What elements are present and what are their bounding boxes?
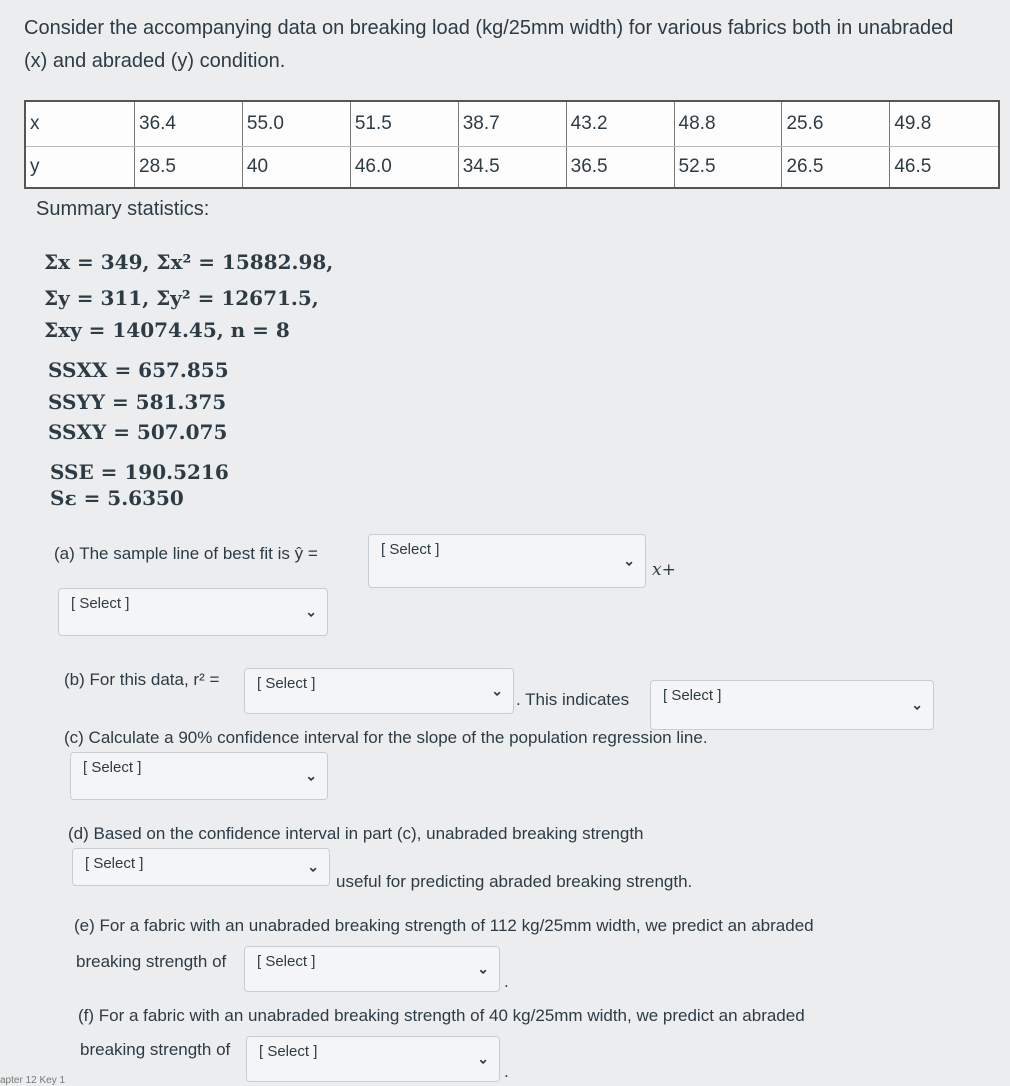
question-e-text: (e) For a fabric with an unabraded breaking strength of 112 kg/25mm width, we predict an abraded [74,916,814,935]
table-cell: 52.5 [674,147,782,189]
select-placeholder: [ Select ] [381,541,440,558]
select-placeholder: [ Select ] [259,1043,318,1060]
question-e-period: . [504,972,509,991]
stat-ssxy: SSXY = 507.075 [48,420,228,444]
question-f-text: (f) For a fabric with an unabraded breaking strength of 40 kg/25mm width, we predict an abraded [78,1006,805,1025]
question-d-suffix: useful for predicting abraded breaking strength. [336,872,693,891]
chevron-down-icon: ⌄ [305,767,317,784]
footer-text: apter 12 Key 1 [0,1075,66,1086]
chevron-down-icon: ⌄ [477,960,489,977]
question-f-text2: breaking strength of [80,1040,231,1059]
select-a-intercept[interactable] [58,588,328,636]
chevron-down-icon: ⌄ [911,696,923,713]
table-cell: 49.8 [890,101,999,147]
select-c-interval[interactable] [70,752,328,800]
stat-line-2: Σy = 311, Σy² = 12671.5, [44,286,319,310]
table-cell: 40 [242,147,350,189]
table-row-x [25,101,999,147]
chevron-down-icon: ⌄ [491,682,503,699]
table-cell: 36.4 [135,101,243,147]
table-cell: 36.5 [566,147,674,189]
select-b-indicates[interactable] [650,680,934,730]
select-placeholder: [ Select ] [71,595,130,612]
select-a-slope[interactable] [368,534,646,588]
select-placeholder: [ Select ] [663,687,722,704]
select-f-prediction[interactable] [246,1036,500,1082]
summary-title: Summary statistics: [36,198,210,220]
question-e-text2: breaking strength of [76,952,227,971]
question-b-text: (b) For this data, r² = [64,670,220,689]
select-placeholder: [ Select ] [83,759,142,776]
question-f-period: . [504,1062,509,1081]
select-placeholder: [ Select ] [85,855,144,872]
question-intro: Consider the accompanying data on breaking load (kg/25mm width) for various fabrics both in unabraded (x) and abraded (y) condition. [24,17,954,72]
table-cell: 55.0 [242,101,350,147]
table-cell: 38.7 [458,101,566,147]
table-cell: 51.5 [350,101,458,147]
stat-se: Sε = 5.6350 [50,486,184,510]
question-d-text: (d) Based on the confidence interval in part (c), unabraded breaking strength [68,824,644,843]
stat-line-3: Σxy = 14074.45, n = 8 [44,318,290,342]
chevron-down-icon: ⌄ [305,603,317,620]
table-cell: 43.2 [566,101,674,147]
stat-ssyy: SSYY = 581.375 [48,390,227,414]
select-placeholder: [ Select ] [257,953,316,970]
stat-ssxx: SSXX = 657.855 [48,358,229,382]
chevron-down-icon: ⌄ [477,1050,489,1067]
chevron-down-icon: ⌄ [307,858,319,875]
chevron-down-icon: ⌄ [623,552,635,569]
select-b-r-squared[interactable] [244,668,514,714]
stat-sse: SSE = 190.5216 [50,460,229,484]
table-cell: 46.5 [890,147,999,189]
data-table [24,100,1000,189]
question-a-text: (a) The sample line of best fit is ŷ = [54,544,318,563]
select-d-useful[interactable] [72,848,330,886]
table-cell: 26.5 [782,147,890,189]
table-cell: 48.8 [674,101,782,147]
table-cell: 28.5 [135,147,243,189]
table-row-y [25,147,999,189]
table-cell: 34.5 [458,147,566,189]
question-a-suffix: x+ [652,560,676,580]
table-cell: 25.6 [782,101,890,147]
question-c-text: (c) Calculate a 90% confidence interval for the slope of the population regression line. [64,728,708,747]
table-cell: 46.0 [350,147,458,189]
select-placeholder: [ Select ] [257,675,316,692]
row-label: x [25,101,135,147]
stat-line-1: Σx = 349, Σx² = 15882.98, [44,250,334,274]
select-e-prediction[interactable] [244,946,500,992]
question-b-mid: . This indicates [516,690,630,709]
row-label: y [30,156,40,177]
